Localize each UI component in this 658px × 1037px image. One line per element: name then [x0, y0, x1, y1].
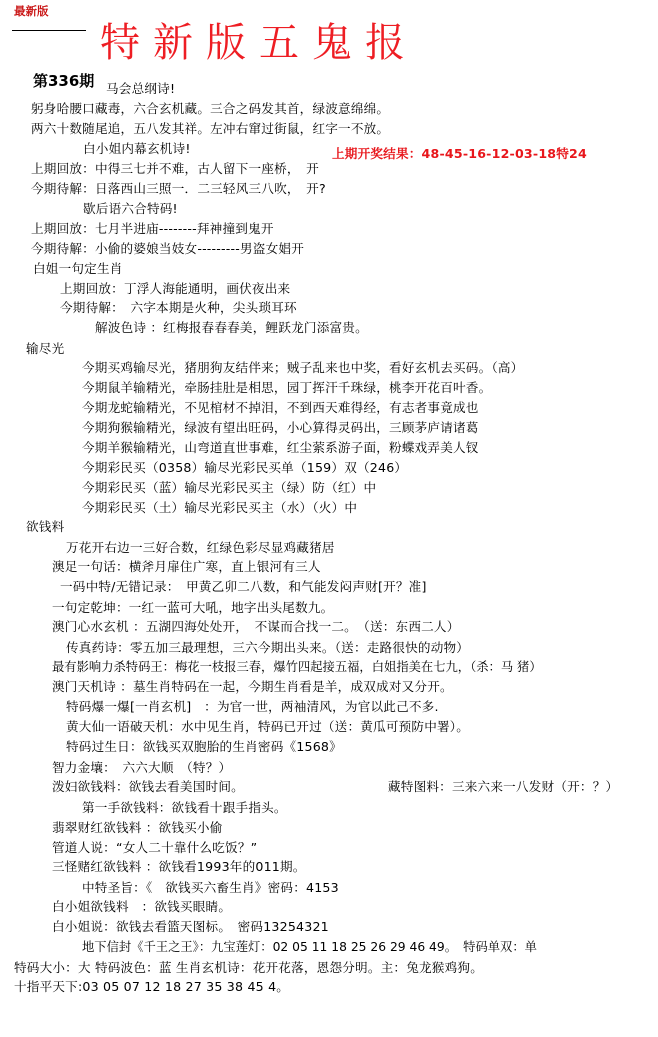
page-title: 特新版五鬼报 — [100, 20, 418, 66]
text-line: 特码过生日：欲钱买双胞胎的生肖密码《1568》 — [66, 739, 342, 754]
issue-number: 第336期 — [33, 72, 95, 90]
text-line: 第一手欲钱料：欲钱看十跟手指头。 — [82, 800, 287, 815]
text-line: 今期龙蛇输精光，不见棺材不掉泪，不到西天难得经，有志者事竟成也 — [82, 400, 479, 415]
text-line: 今期待解：日落西山三照一．二三轻风三八吹， 开? — [31, 181, 326, 196]
last-draw-result: 上期开奖结果：48-45-16-12-03-18特24 — [332, 146, 587, 161]
text-line: 两六十数随尾追，五八发其祥。左冲右窜过街鼠，红字一不放。 — [31, 121, 390, 136]
text-line: 躬身哈腰口藏毒，六合玄机藏。三合之码发其首，绿波意绵绵。 — [31, 101, 390, 116]
top-bar — [0, 0, 658, 18]
text-line: 今期羊猴输精光，山弯道直世事难，红尘萦系游子面，粉蝶戏弄美人钗 — [82, 440, 479, 455]
text-line: 解波色诗 ：红梅报春春春美，鲤跃龙门添富贵。 — [95, 320, 368, 335]
text-line: 上期回放：丁浮人海能通明，画伏夜出来 — [60, 281, 291, 296]
text-line: 特码大小：大 特码波色：蓝 生肖玄机诗：花开花落，恩怨分明。主：兔龙猴鸡狗。 — [14, 960, 483, 975]
text-line: 智力金壤： 六六大顺 （特？） — [52, 760, 232, 775]
text-line: 特码爆一爆[一肖玄机] ：为官一世，两袖清风，为官以此己不多. — [66, 699, 439, 714]
text-line: 三怪赌红欲钱料 ：欲钱看1993年的011期。 — [52, 859, 306, 874]
text-line: 地下信封《千王之王》：九宝莲灯：02 05 11 18 25 26 29 46 49。 特码单双：单 — [82, 940, 537, 954]
text-line: 十指平天下:03 05 07 12 18 27 35 38 45 4。 — [14, 979, 290, 994]
section-heading: 白姐一句定生肖 — [33, 261, 123, 276]
text-line: 白小姐说：欲钱去看篮天图标。 密码13254321 — [52, 919, 329, 934]
text-line: 今期鼠羊输精光，牵肠挂肚是相思，园丁挥汗千珠绿，桃李开花百叶香。 — [82, 380, 492, 395]
text-line: 上期回放：七月半进庙--------拜神撞到鬼开 — [31, 221, 274, 236]
text-line: 藏特图料：三来六来一八发财（开：？） — [388, 779, 619, 794]
text-line: 万花开右边一三好合数，红绿色彩尽显鸡藏猪居 — [66, 540, 335, 555]
text-line: 今期彩民买（土）输尽光彩民买主（水）（火）中 — [82, 500, 358, 515]
text-line: 传真药诗：零五加三最理想，三六今期出头来。（送：走路很快的动物） — [66, 640, 470, 655]
text-line: 澳门天机诗 ：墓生肖特码在一起，今期生肖看是羊，成双成对又分开。 — [52, 679, 453, 694]
text-line: 歇后语六合特码! — [83, 201, 178, 216]
text-line: 管道人说：“女人二十靠什么吃饭？” — [52, 840, 258, 855]
text-line: 澳门心水玄机 ：五湖四海处处开， 不谋而合找一二。 （送：东西二人） — [52, 619, 460, 634]
text-line: 一码中特/无错记录： 甲黄乙卯二八数，和气能发闷声财[开？准] — [60, 579, 427, 594]
text-line: 一句定乾坤：一红一蓝可大吼，地字出头尾数九。 — [52, 600, 334, 615]
header-divider — [12, 30, 86, 31]
section-heading: 欲钱料 — [26, 519, 65, 534]
text-line: 黄大仙一语破天机：水中见生肖，特码已开过（送：黄瓜可预防中署）。 — [66, 719, 470, 734]
text-line: 上期回放：中得三七并不难，古人留下一座桥， 开 — [31, 161, 319, 176]
text-line: 翡翠财红欲钱料 ：欲钱买小偷 — [52, 820, 223, 835]
text-line: 最有影响力杀特码王：梅花一枝报三春，爆竹四起接五福，白姐指美在七九，（杀：马 猪） — [52, 660, 542, 674]
text-line: 今期买鸡输尽光，猪朋狗友结伴来；贼子乱来也中奖，看好玄机去买码。（高） — [82, 360, 524, 375]
text-line: 马会总纲诗! — [106, 81, 176, 96]
text-line: 今期待解： 六字本期是火种，尖头琐耳环 — [60, 300, 297, 315]
text-line: 今期狗猴输精光，绿波有望出旺码，小心算得灵码出，三顾茅庐请诸葛 — [82, 420, 479, 435]
text-line: 中特圣旨：《 欲钱买六畜生肖》密码：4153 — [82, 880, 339, 895]
text-line: 泼妇欲钱料：欲钱去看美国时间。 — [52, 779, 244, 794]
text-line: 澳足一句话：横斧月扉住广寒，直上银河有三人 — [52, 559, 321, 574]
text-line: 今期待解：小偷的婆娘当妓女---------男盗女娼开 — [31, 241, 304, 256]
text-line: 今期彩民买（0358）输尽光彩民买单（159）双（246） — [82, 460, 408, 475]
latest-edition-badge: 最新版 — [14, 4, 49, 18]
section-heading: 输尽光 — [26, 341, 65, 356]
text-line: 白小姐内幕玄机诗! — [83, 141, 191, 156]
text-line: 今期彩民买（蓝）输尽光彩民买主（绿）防（红）中 — [82, 480, 377, 495]
text-line: 白小姐欲钱料 ：欲钱买眼睛。 — [52, 899, 232, 914]
